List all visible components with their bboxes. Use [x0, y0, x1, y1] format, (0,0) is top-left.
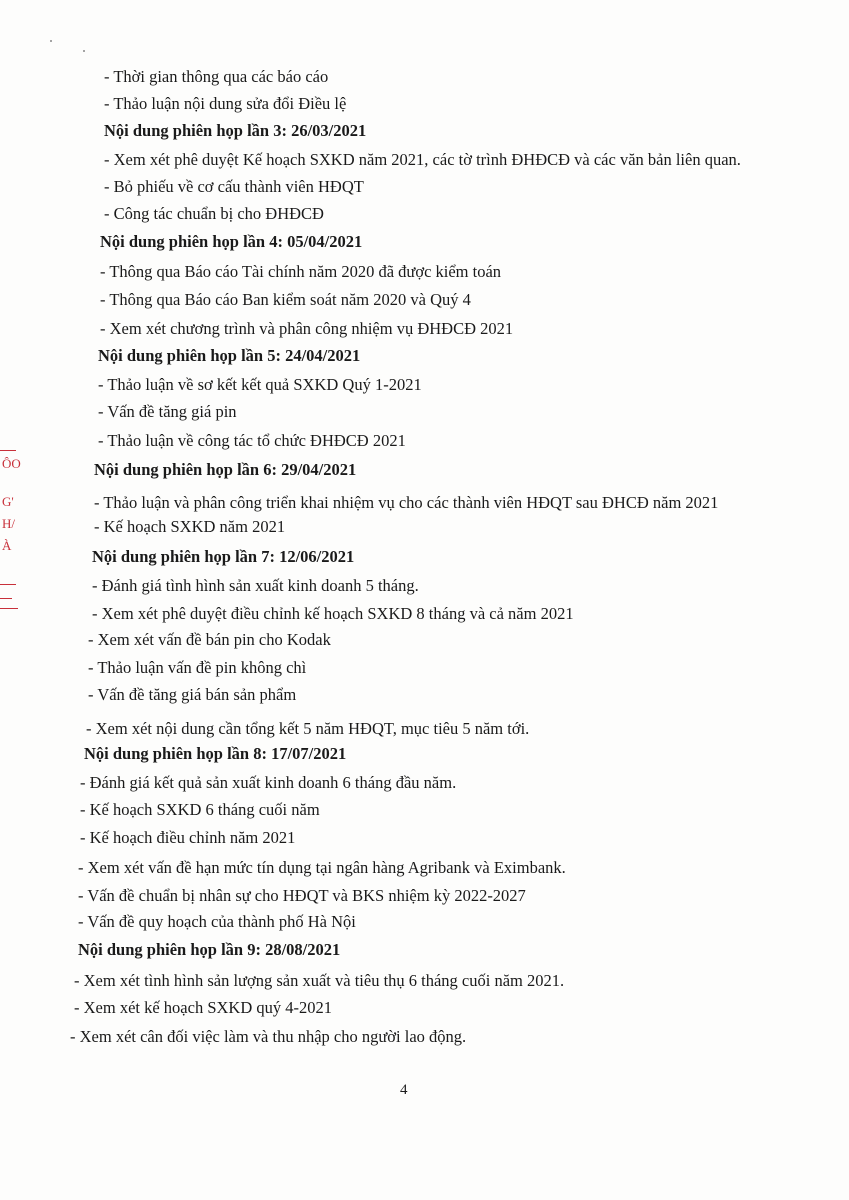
section-heading: Nội dung phiên họp lần 4: 05/04/2021 [100, 232, 363, 251]
scan-speck [83, 50, 85, 52]
section-heading: Nội dung phiên họp lần 9: 28/08/2021 [78, 940, 341, 959]
bullet-item: - Thảo luận vấn đề pin không chì [88, 658, 307, 677]
stamp-text: ÔO [2, 456, 21, 471]
seal-stamp-fragment [0, 448, 22, 618]
section-heading: Nội dung phiên họp lần 3: 26/03/2021 [104, 121, 367, 140]
bullet-item: - Xem xét nội dung cần tổng kết 5 năm HĐQT, mục tiêu 5 năm tới. [86, 719, 530, 738]
bullet-item: - Xem xét kế hoạch SXKD quý 4-2021 [74, 998, 332, 1017]
bullet-item: - Kế hoạch SXKD 6 tháng cuối năm [80, 800, 320, 819]
bullet-item: - Thông qua Báo cáo Tài chính năm 2020 đã được kiểm toán [100, 262, 502, 281]
bullet-item: - Xem xét phê duyệt điều chỉnh kế hoạch SXKD 8 tháng và cả năm 2021 [92, 604, 574, 623]
bullet-item: - Thời gian thông qua các báo cáo [104, 67, 329, 86]
bullet-item: - Xem xét vấn đề hạn mức tín dụng tại ngân hàng Agribank và Eximbank. [78, 858, 566, 877]
bullet-item: - Bỏ phiếu về cơ cấu thành viên HĐQT [104, 177, 364, 196]
bullet-item: - Thông qua Báo cáo Ban kiểm soát năm 2020 và Quý 4 [100, 290, 471, 309]
bullet-item: - Công tác chuẩn bị cho ĐHĐCĐ [104, 204, 324, 223]
bullet-item: - Kế hoạch SXKD năm 2021 [94, 517, 286, 536]
bullet-item: - Thảo luận nội dung sửa đổi Điều lệ [104, 94, 347, 113]
stamp-text: À [2, 538, 12, 553]
bullet-item: - Thảo luận và phân công triển khai nhiệm vụ cho các thành viên HĐQT sau ĐHCĐ năm 2021 [94, 493, 719, 512]
bullet-item: - Xem xét cân đối việc làm và thu nhập cho người lao động. [70, 1027, 467, 1046]
stamp-text: G' [2, 494, 14, 509]
section-heading: Nội dung phiên họp lần 5: 24/04/2021 [98, 346, 361, 365]
bullet-item: - Đánh giá tình hình sản xuất kinh doanh 5 tháng. [92, 576, 419, 595]
bullet-item: - Vấn đề tăng giá pin [98, 402, 237, 421]
bullet-item: - Xem xét vấn đề bán pin cho Kodak [88, 630, 331, 649]
bullet-item: - Xem xét chương trình và phân công nhiệm vụ ĐHĐCĐ 2021 [100, 319, 514, 338]
bullet-item: - Vấn đề quy hoạch của thành phố Hà Nội [78, 912, 356, 931]
stamp-text: H/ [2, 516, 15, 531]
section-heading: Nội dung phiên họp lần 6: 29/04/2021 [94, 460, 357, 479]
bullet-item: - Vấn đề chuẩn bị nhân sự cho HĐQT và BKS nhiệm kỳ 2022-2027 [78, 886, 526, 905]
page-number: 4 [400, 1082, 408, 1098]
bullet-item: - Thảo luận về công tác tổ chức ĐHĐCĐ 2021 [98, 431, 406, 450]
bullet-item: - Xem xét tình hình sản lượng sản xuất và tiêu thụ 6 tháng cuối năm 2021. [74, 971, 565, 990]
bullet-item: - Xem xét phê duyệt Kế hoạch SXKD năm 2021, các tờ trình ĐHĐCĐ và các văn bản liên quan. [104, 150, 741, 169]
bullet-item: - Thảo luận về sơ kết kết quả SXKD Quý 1-2021 [98, 375, 422, 394]
scan-speck [50, 40, 52, 42]
section-heading: Nội dung phiên họp lần 8: 17/07/2021 [84, 744, 347, 763]
section-heading: Nội dung phiên họp lần 7: 12/06/2021 [92, 547, 355, 566]
bullet-item: - Đánh giá kết quả sản xuất kinh doanh 6 tháng đầu năm. [80, 773, 457, 792]
bullet-item: - Vấn đề tăng giá bán sản phẩm [88, 685, 297, 704]
bullet-item: - Kế hoạch điều chỉnh năm 2021 [80, 828, 296, 847]
